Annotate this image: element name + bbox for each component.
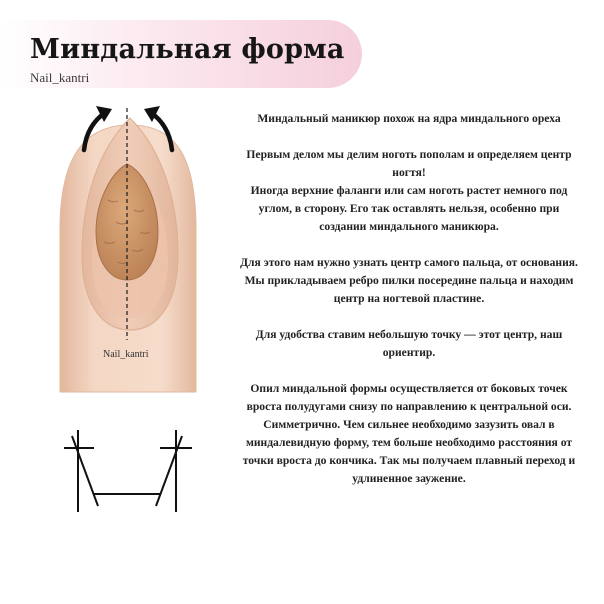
paragraph-intro: Миндальный маникюр похож на ядра миндального ореха xyxy=(257,112,561,125)
filing-guide-diagram xyxy=(64,430,192,512)
page-title: Миндальная форма xyxy=(30,34,345,65)
instruction-text xyxy=(238,110,580,506)
paragraph-center: Первым делом мы делим ноготь пополам и определяем центр ногтя! xyxy=(246,148,572,179)
paragraph-finger-center: Для этого нам нужно узнать центр самого пальца, от основания. Мы прикладываем ребро пилки посередине пальца и находим центр на ногтевой пластине. xyxy=(240,256,578,305)
brand-name: Nail_kantri xyxy=(30,70,90,85)
paragraph-filing: Опил миндальной формы осуществляется от боковых точек вроста полудугами снизу по направлению к центральной оси. Симметрично. Чем сильнее необходимо зазузить овал в миндалевидную форму, тем больше необходимо расстояния от точки вроста до кончика. Так мы получаем плавный переход и удлиненное заужение. xyxy=(242,382,576,485)
paragraph-angle: Иногда верхние фаланги или сам ноготь растет немного под углом, в сторону. Его так оставлять нельзя, особенно при создании миндального маникюра. xyxy=(250,184,568,233)
paragraph-dot: Для удобства ставим небольшую точку — этот центр, наш ориентир. xyxy=(255,328,563,359)
illustration-watermark: Nail_kantri xyxy=(103,349,149,360)
